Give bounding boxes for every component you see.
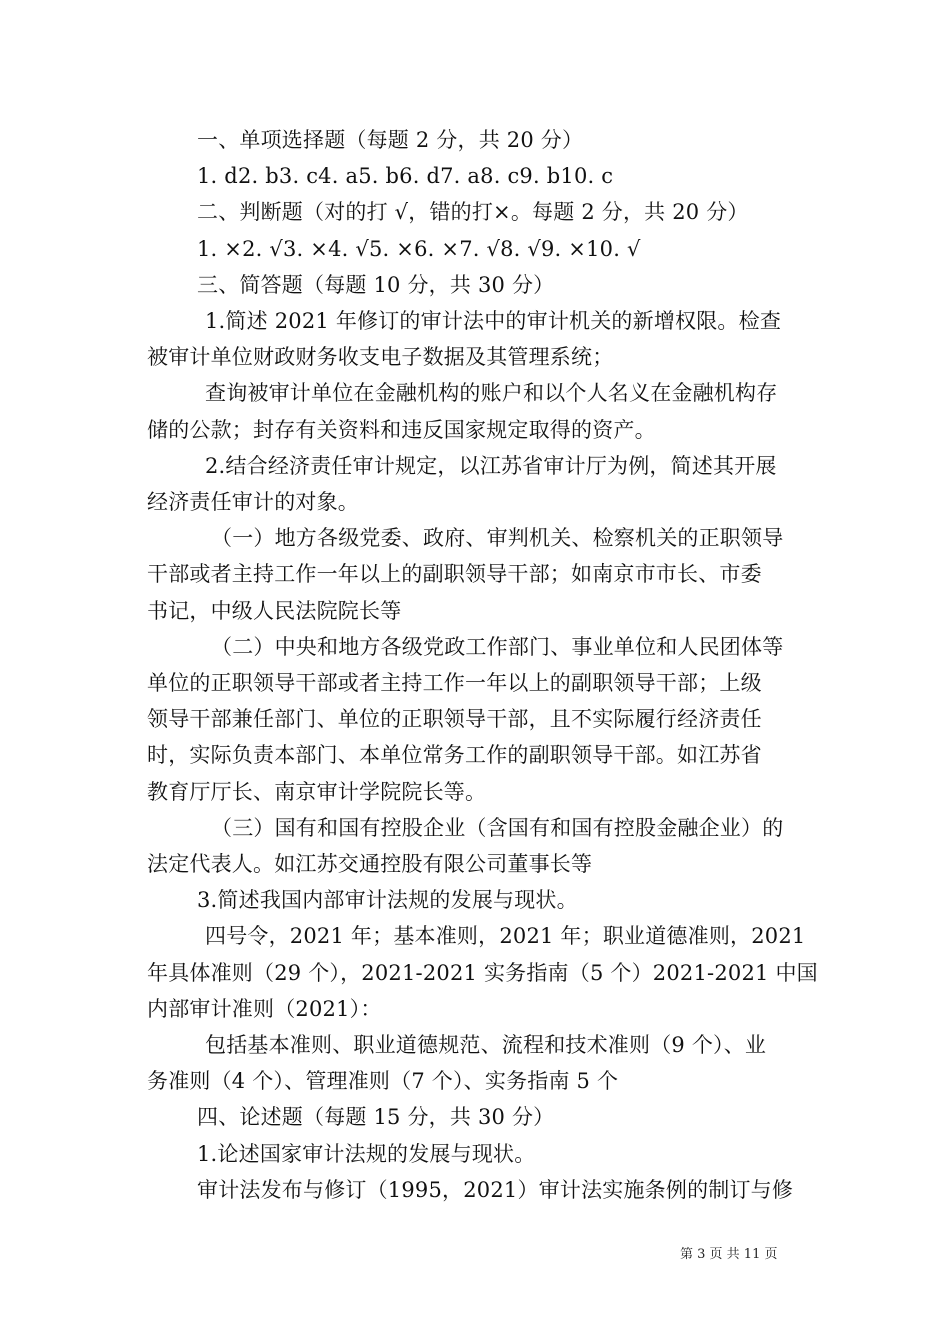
text-line: 法定代表人。如江苏交通控股有限公司董事长等: [147, 852, 593, 877]
text-line: 包括基本准则、职业道德规范、流程和技术准则（9 个）、业: [205, 1033, 767, 1058]
text-line: 储的公款；封存有关资料和违反国家规定取得的资产。: [147, 417, 656, 442]
text-line: 干部或者主持工作一年以上的副职领导干部；如南京市市长、市委: [147, 562, 762, 587]
text-line: 内部审计准则（2021）：: [147, 996, 382, 1021]
text-line: 1. ×2. √3. ×4. √5. ×6. ×7. √8. √9. ×10. √: [197, 236, 641, 261]
text-line: 一、单项选择题（每题 2 分，共 20 分）: [197, 128, 584, 152]
text-line: 1. d2. b3. c4. a5. b6. d7. a8. c9. b10. c: [197, 164, 614, 189]
text-line: 时，实际负责本部门、本单位常务工作的副职领导干部。如江苏省: [147, 743, 762, 768]
text-line: （三）国有和国有控股企业（含国有和国有控股金融企业）的: [211, 815, 784, 840]
text-line: 2.结合经济责任审计规定，以江苏省审计厅为例，简述其开展: [205, 453, 777, 478]
text-line: 1.论述国家审计法规的发展与现状。: [197, 1141, 536, 1166]
text-line: 3.简述我国内部审计法规的发展与现状。: [197, 888, 578, 913]
text-line: 被审计单位财政财务收支电子数据及其管理系统；: [147, 345, 614, 370]
text-line: 二、判断题（对的打 √，错的打×。每题 2 分，共 20 分）: [197, 200, 749, 225]
text-line: （二）中央和地方各级党政工作部门、事业单位和人民团体等: [211, 634, 784, 659]
text-line: 单位的正职领导干部或者主持工作一年以上的副职领导干部；上级: [147, 671, 762, 696]
text-line: 教育厅厅长、南京审计学院院长等。: [147, 779, 487, 804]
text-line: 1.简述 2021 年修订的审计法中的审计机关的新增权限。检查: [205, 309, 782, 334]
text-line: 年具体准则（29 个），2021-2021 实务指南（5 个）2021-2021 中国: [147, 960, 818, 985]
text-line: 查询被审计单位在金融机构的账户和以个人名义在金融机构存: [205, 381, 778, 406]
text-line: 四号令，2021 年；基本准则，2021 年；职业道德准则，2021: [205, 924, 806, 949]
text-line: 四、论述题（每题 15 分，共 30 分）: [197, 1105, 555, 1130]
text-line: 审计法发布与修订（1995，2021）审计法实施条例的制订与修: [197, 1177, 794, 1202]
page-number: 第 3 页 共 11 页: [680, 1247, 778, 1262]
text-line: （一）地方各级党委、政府、审判机关、检察机关的正职领导: [211, 526, 784, 551]
text-line: 三、简答题（每题 10 分，共 30 分）: [197, 272, 555, 297]
text-line: 领导干部兼任部门、单位的正职领导干部，且不实际履行经济责任: [147, 707, 762, 732]
text-line: 务准则（4 个）、管理准则（7 个）、实务指南 5 个: [147, 1069, 619, 1094]
document-body: [147, 122, 818, 1208]
text-line: 经济责任审计的对象。: [147, 490, 359, 515]
text-line: 书记，中级人民法院院长等: [147, 598, 402, 623]
